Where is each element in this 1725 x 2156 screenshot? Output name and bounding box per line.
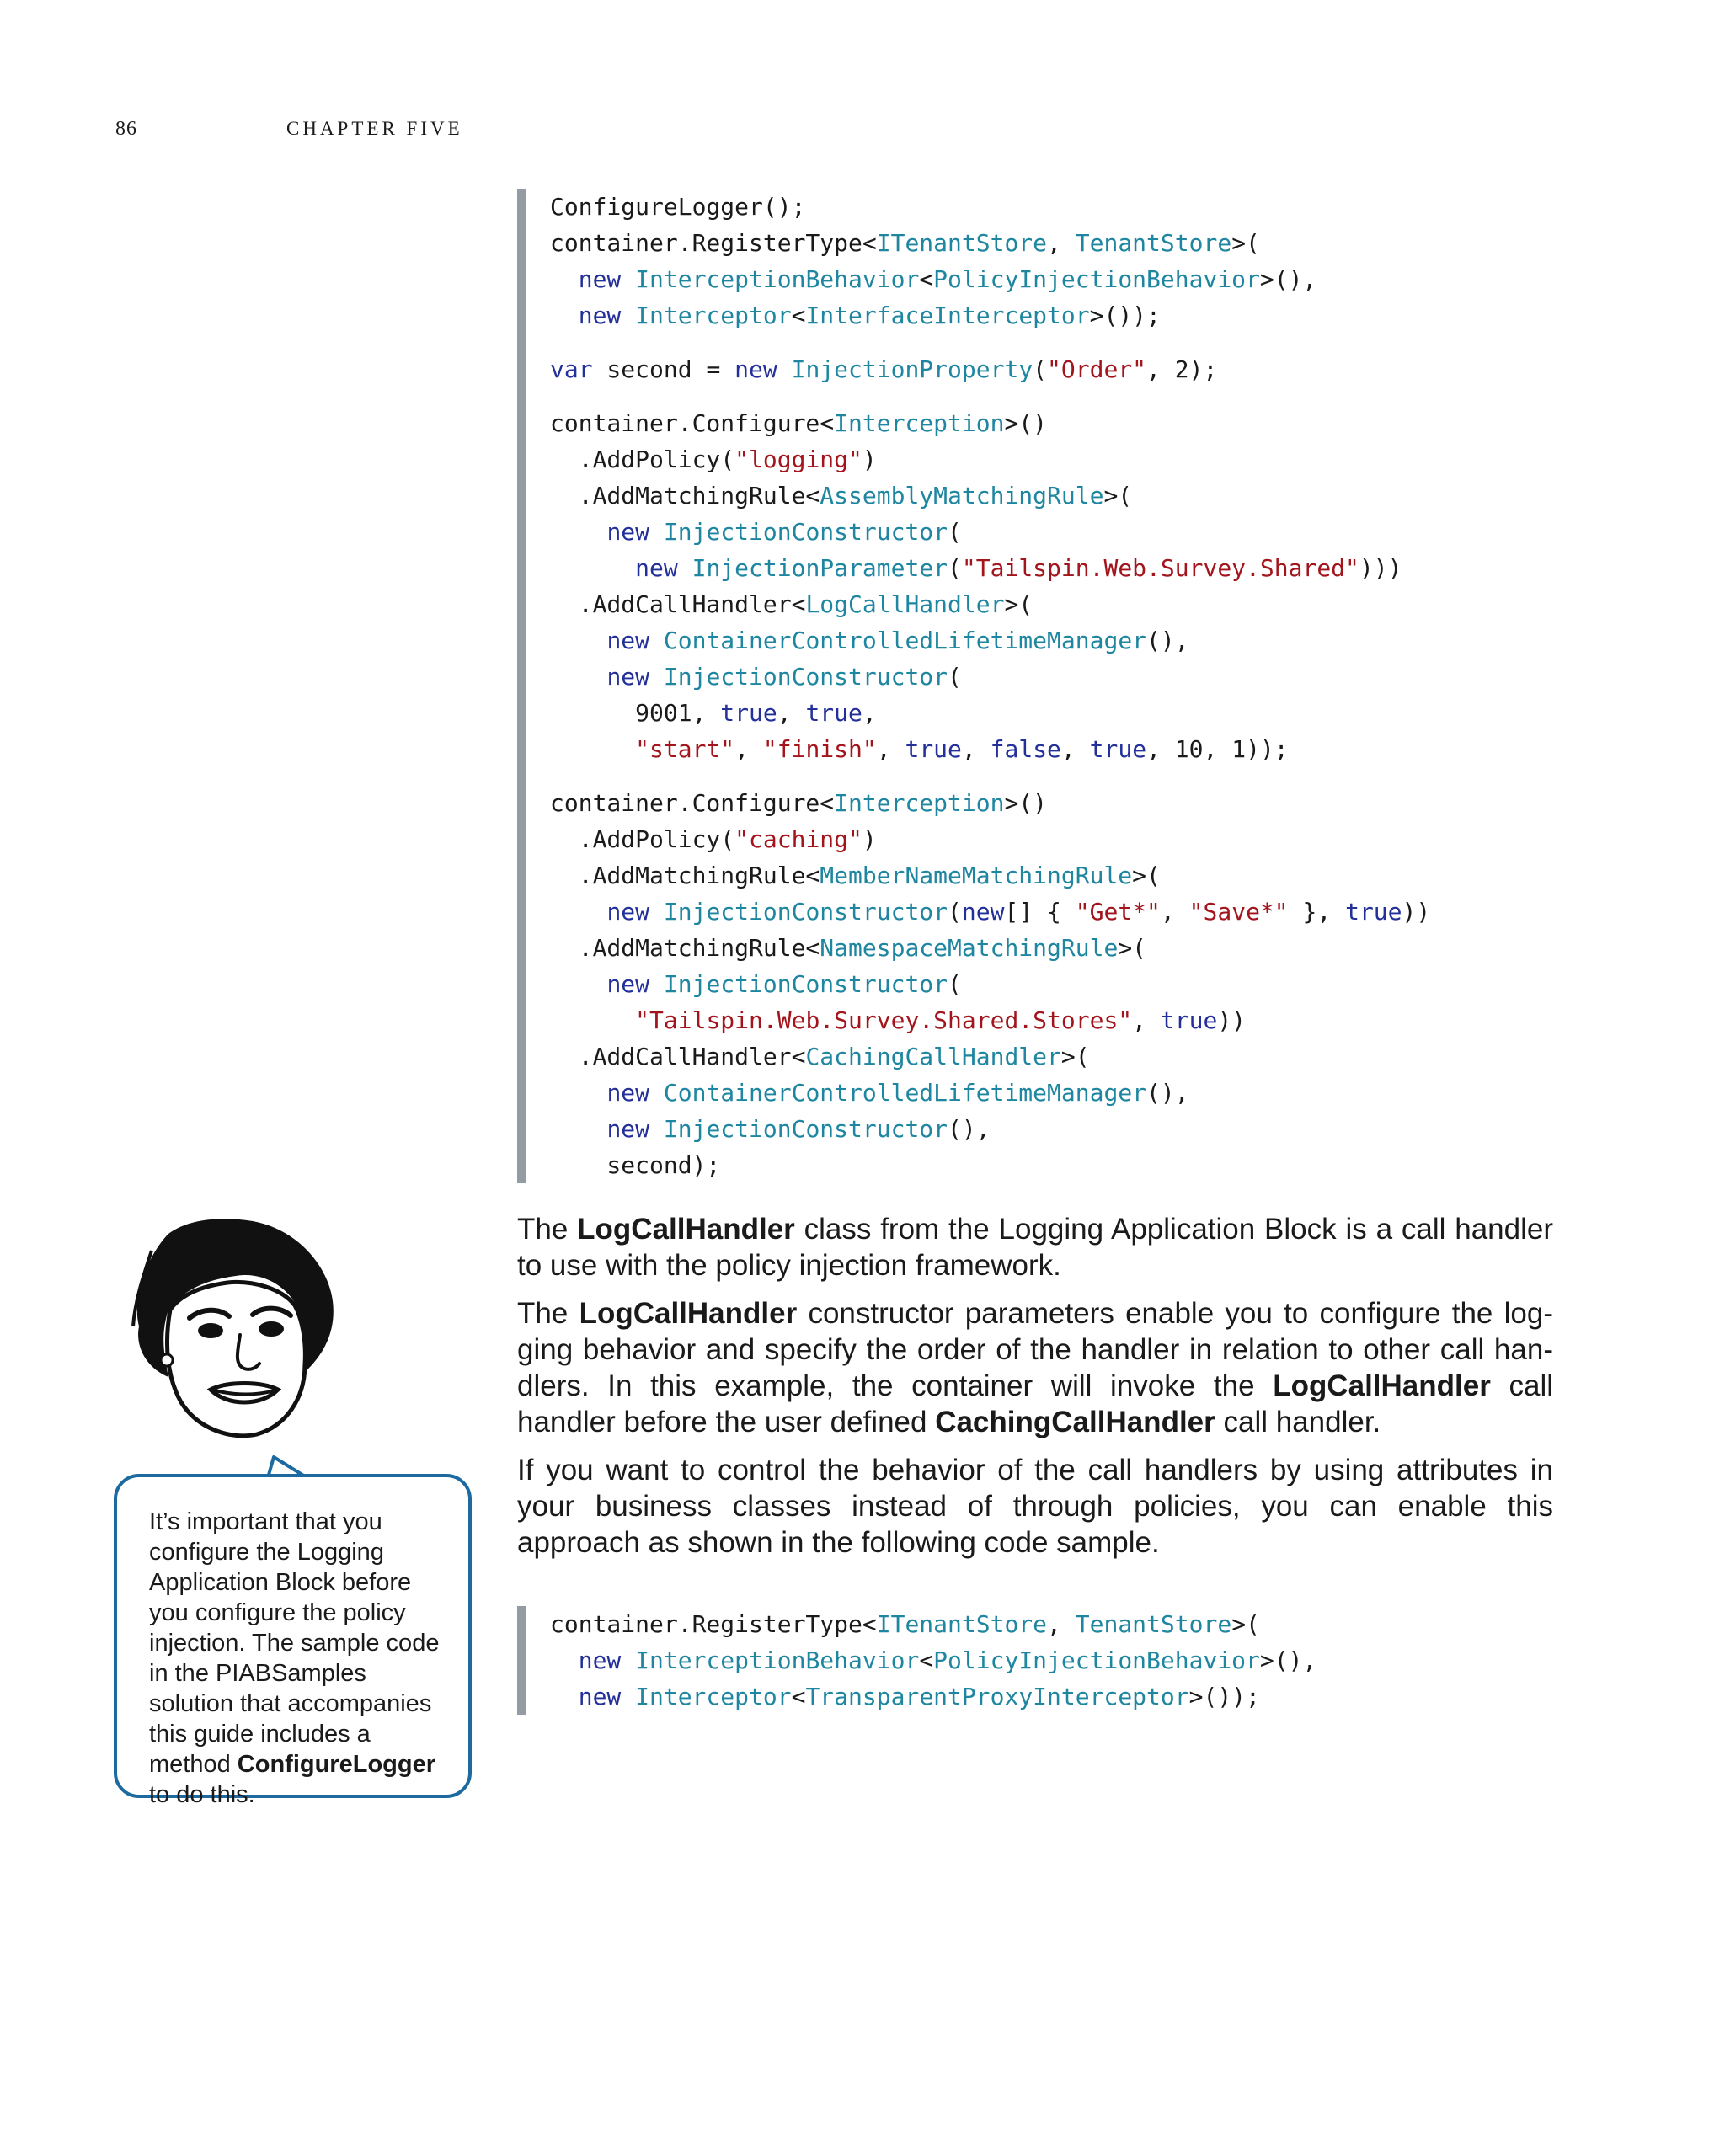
text-run: class from the Logging Application Block is a call handler to use with the policy injection framework. bbox=[517, 1213, 1553, 1282]
code-token: .AddMatchingRule< bbox=[550, 934, 820, 962]
code-token: true bbox=[905, 735, 962, 763]
code-token: LogCallHandler bbox=[805, 590, 1005, 618]
code-token: new bbox=[606, 1079, 664, 1107]
code-token: Interception bbox=[834, 409, 1005, 437]
code-token: >( bbox=[1103, 482, 1133, 510]
code-token: InterceptionBehavior bbox=[635, 265, 920, 293]
code-token: "Save*" bbox=[1188, 898, 1289, 926]
code-line bbox=[550, 1038, 1687, 1075]
code-line bbox=[550, 966, 1687, 1002]
code-token: >( bbox=[1060, 1043, 1090, 1070]
code-line bbox=[550, 478, 1687, 514]
code-line bbox=[550, 550, 1687, 586]
code-token: InjectionProperty bbox=[791, 355, 1033, 383]
code-token: .AddMatchingRule< bbox=[550, 862, 820, 889]
code-token: , bbox=[777, 699, 806, 727]
code-token: CachingCallHandler bbox=[805, 1043, 1061, 1070]
text-run: to do this. bbox=[149, 1781, 255, 1808]
code-token: ( bbox=[948, 554, 962, 582]
page-number: 86 bbox=[115, 118, 137, 140]
code-token: (), bbox=[1146, 627, 1189, 654]
body-text bbox=[517, 1211, 1553, 1572]
code-token: , bbox=[876, 735, 905, 763]
code-token: MemberNameMatchingRule bbox=[820, 862, 1133, 889]
code-token: second = bbox=[592, 355, 735, 383]
code-token bbox=[550, 265, 579, 293]
code-token: >( bbox=[1004, 590, 1033, 618]
code-line bbox=[550, 586, 1687, 622]
code-token: InjectionConstructor bbox=[663, 970, 948, 998]
code-token: ( bbox=[948, 518, 962, 546]
code-token: new bbox=[606, 898, 664, 926]
code-token: new bbox=[961, 898, 1005, 926]
code-token: ContainerControlledLifetimeManager bbox=[663, 627, 1147, 654]
code-token: , bbox=[1047, 229, 1076, 257]
sidebar-note-bubble bbox=[114, 1474, 472, 1808]
code-token bbox=[550, 518, 606, 546]
code-token: true bbox=[1160, 1006, 1218, 1034]
code-line bbox=[550, 1642, 1687, 1678]
code-line bbox=[550, 785, 1687, 821]
code-line bbox=[550, 821, 1687, 857]
code-line bbox=[550, 857, 1687, 894]
code-token: Interceptor bbox=[635, 302, 792, 329]
text-run: constructor parameters enable you to configure the logging behavior and specify the order of the handler in relation to other call handlers. In this example, the container will invoke the bbox=[517, 1297, 1553, 1402]
bold-term: LogCallHandler bbox=[579, 1297, 798, 1330]
code-gap bbox=[550, 387, 1687, 405]
code-token: "finish" bbox=[762, 735, 877, 763]
code-line bbox=[550, 930, 1687, 966]
code-token: "Tailspin.Web.Survey.Shared" bbox=[961, 554, 1359, 582]
code-line bbox=[550, 351, 1687, 387]
bold-term: LogCallHandler bbox=[1273, 1369, 1491, 1402]
code-token: >( bbox=[1118, 934, 1147, 962]
author-avatar-illustration bbox=[118, 1200, 345, 1444]
code-line bbox=[550, 297, 1687, 334]
code-token: new bbox=[606, 663, 664, 691]
code-token: second); bbox=[550, 1151, 721, 1179]
paragraph bbox=[517, 1211, 1553, 1283]
code-line bbox=[550, 695, 1687, 731]
code-line bbox=[550, 622, 1687, 659]
code-token: new bbox=[734, 355, 792, 383]
code-token: 9001, bbox=[550, 699, 721, 727]
code-token bbox=[550, 970, 606, 998]
code-token: >(), bbox=[1259, 1646, 1317, 1674]
code-line bbox=[550, 225, 1687, 261]
code-token: .AddPolicy( bbox=[550, 825, 735, 853]
code-line bbox=[550, 514, 1687, 550]
code-token: (), bbox=[948, 1115, 991, 1143]
text-run: If you want to control the behavior of the call handlers by using attributes in your business classes instead of through policies, you can enable this approach as shown in the following code sample. bbox=[517, 1454, 1553, 1559]
code-token: ( bbox=[1033, 355, 1048, 383]
code-token bbox=[550, 898, 606, 926]
code-token bbox=[550, 1079, 606, 1107]
code-line bbox=[550, 261, 1687, 297]
code-token: (), bbox=[1146, 1079, 1189, 1107]
code-token: , bbox=[862, 699, 877, 727]
code-token: true bbox=[720, 699, 777, 727]
code-token: >()); bbox=[1188, 1683, 1260, 1710]
code-token: InjectionParameter bbox=[692, 554, 948, 582]
code-token: PolicyInjectionBehavior bbox=[933, 1646, 1260, 1674]
code-token: "Order" bbox=[1047, 355, 1147, 383]
bold-term: LogCallHandler bbox=[577, 1213, 795, 1246]
code-token: "logging" bbox=[734, 446, 862, 473]
code-token: ( bbox=[948, 663, 962, 691]
code-token: new bbox=[578, 265, 636, 293]
code-line bbox=[550, 1075, 1687, 1111]
code-token: TenantStore bbox=[1075, 229, 1232, 257]
code-token: ( bbox=[948, 970, 962, 998]
code-token bbox=[550, 1683, 579, 1710]
code-token: , bbox=[1047, 1610, 1076, 1638]
code-token: new bbox=[635, 554, 692, 582]
code-token: InjectionConstructor bbox=[663, 663, 948, 691]
code-line bbox=[550, 731, 1687, 767]
code-token: new bbox=[578, 1646, 636, 1674]
code-token: < bbox=[919, 265, 934, 293]
code-token: ContainerControlledLifetimeManager bbox=[663, 1079, 1147, 1107]
code-token: >( bbox=[1231, 1610, 1260, 1638]
code-token: ConfigureLogger(); bbox=[550, 193, 806, 221]
code-token: "start" bbox=[635, 735, 735, 763]
code-token: NamespaceMatchingRule bbox=[820, 934, 1119, 962]
code-token: new bbox=[606, 518, 664, 546]
code-token: TenantStore bbox=[1075, 1610, 1232, 1638]
code-token: , bbox=[1132, 1006, 1161, 1034]
code-token: , bbox=[961, 735, 991, 763]
code-gap bbox=[550, 334, 1687, 351]
code-token: >(), bbox=[1259, 265, 1317, 293]
code-token: new bbox=[606, 970, 664, 998]
code-token: new bbox=[578, 1683, 636, 1710]
code-token bbox=[550, 627, 606, 654]
code-token: container.RegisterType< bbox=[550, 229, 877, 257]
code-token: var bbox=[550, 355, 593, 383]
code-token: InterceptionBehavior bbox=[635, 1646, 920, 1674]
code-token: "Tailspin.Web.Survey.Shared.Stores" bbox=[635, 1006, 1133, 1034]
paragraph bbox=[517, 1295, 1553, 1440]
text-run: The bbox=[517, 1297, 579, 1330]
code-line bbox=[550, 405, 1687, 441]
code-line bbox=[550, 1147, 1687, 1183]
code-token: true bbox=[1089, 735, 1147, 763]
code-token: ) bbox=[862, 446, 877, 473]
code-token: ITenantStore bbox=[876, 1610, 1048, 1638]
code-token: , bbox=[734, 735, 763, 763]
code-line bbox=[550, 189, 1687, 225]
code-token: , bbox=[1060, 735, 1090, 763]
code-line bbox=[550, 1002, 1687, 1038]
code-token: Interception bbox=[834, 789, 1005, 817]
bold-term: CachingCallHandler bbox=[935, 1406, 1215, 1438]
code-token: >( bbox=[1132, 862, 1161, 889]
code-token: ) bbox=[862, 825, 877, 853]
code-token: InjectionConstructor bbox=[663, 1115, 948, 1143]
code-token: < bbox=[791, 302, 806, 329]
code-token: container.Configure< bbox=[550, 409, 835, 437]
code-token: , bbox=[1160, 898, 1189, 926]
code-token bbox=[550, 663, 606, 691]
code-token: new bbox=[578, 302, 636, 329]
code-line bbox=[550, 659, 1687, 695]
code-token: new bbox=[606, 1115, 664, 1143]
code-block-2 bbox=[517, 1606, 1687, 1715]
code-token: >() bbox=[1004, 789, 1048, 817]
code-token bbox=[550, 735, 635, 763]
code-token: , 2); bbox=[1146, 355, 1218, 383]
code-token: .AddMatchingRule< bbox=[550, 482, 820, 510]
code-token: .AddCallHandler< bbox=[550, 1043, 806, 1070]
text-run: call handler before the user defined bbox=[517, 1369, 1553, 1438]
code-token: ( bbox=[948, 898, 962, 926]
code-token bbox=[550, 1006, 635, 1034]
sidebar-note-text bbox=[149, 1507, 451, 1810]
code-token: PolicyInjectionBehavior bbox=[933, 265, 1260, 293]
code-token: [] { bbox=[1004, 898, 1076, 926]
code-token: >( bbox=[1231, 229, 1260, 257]
code-gap bbox=[550, 767, 1687, 785]
code-token bbox=[550, 1115, 606, 1143]
code-token: true bbox=[1345, 898, 1402, 926]
code-token: "caching" bbox=[734, 825, 862, 853]
code-token: , 10, 1)); bbox=[1146, 735, 1289, 763]
code-line bbox=[550, 1678, 1687, 1715]
text-run: call handler. bbox=[1215, 1406, 1381, 1438]
code-token: )) bbox=[1217, 1006, 1247, 1034]
code-token: < bbox=[791, 1683, 806, 1710]
code-token: container.Configure< bbox=[550, 789, 835, 817]
code-token: ITenantStore bbox=[876, 229, 1048, 257]
code-token: < bbox=[919, 1646, 934, 1674]
code-token: AssemblyMatchingRule bbox=[820, 482, 1104, 510]
code-token: false bbox=[990, 735, 1061, 763]
code-token: InjectionConstructor bbox=[663, 518, 948, 546]
code-token: >() bbox=[1004, 409, 1048, 437]
text-run: The bbox=[517, 1213, 578, 1246]
code-token: "Get*" bbox=[1075, 898, 1161, 926]
code-token: ))) bbox=[1359, 554, 1402, 582]
code-token: .AddPolicy( bbox=[550, 446, 735, 473]
code-token: TransparentProxyInterceptor bbox=[805, 1683, 1189, 1710]
code-token: )) bbox=[1402, 898, 1431, 926]
code-token: container.RegisterType< bbox=[550, 1610, 877, 1638]
code-block-1 bbox=[517, 189, 1687, 1183]
code-token: >()); bbox=[1089, 302, 1161, 329]
code-token: Interceptor bbox=[635, 1683, 792, 1710]
code-token: true bbox=[805, 699, 862, 727]
code-line bbox=[550, 441, 1687, 478]
bold-term: ConfigureLogger bbox=[237, 1751, 435, 1778]
code-line bbox=[550, 1111, 1687, 1147]
code-token bbox=[550, 302, 579, 329]
code-line bbox=[550, 894, 1687, 930]
code-token: InterfaceInterceptor bbox=[805, 302, 1090, 329]
text-run: It’s important that you configure the Logging Application Block before you configure the policy injection. The sample code in the PIABSamples solution that accompanies this guide includes a method bbox=[149, 1508, 440, 1778]
code-token: InjectionConstructor bbox=[663, 898, 948, 926]
code-token bbox=[550, 1646, 579, 1674]
code-token: }, bbox=[1288, 898, 1346, 926]
paragraph bbox=[517, 1452, 1553, 1561]
code-token: new bbox=[606, 627, 664, 654]
code-token: .AddCallHandler< bbox=[550, 590, 806, 618]
chapter-title: CHAPTER FIVE bbox=[286, 118, 463, 139]
code-token bbox=[550, 554, 635, 582]
code-line bbox=[550, 1606, 1687, 1642]
